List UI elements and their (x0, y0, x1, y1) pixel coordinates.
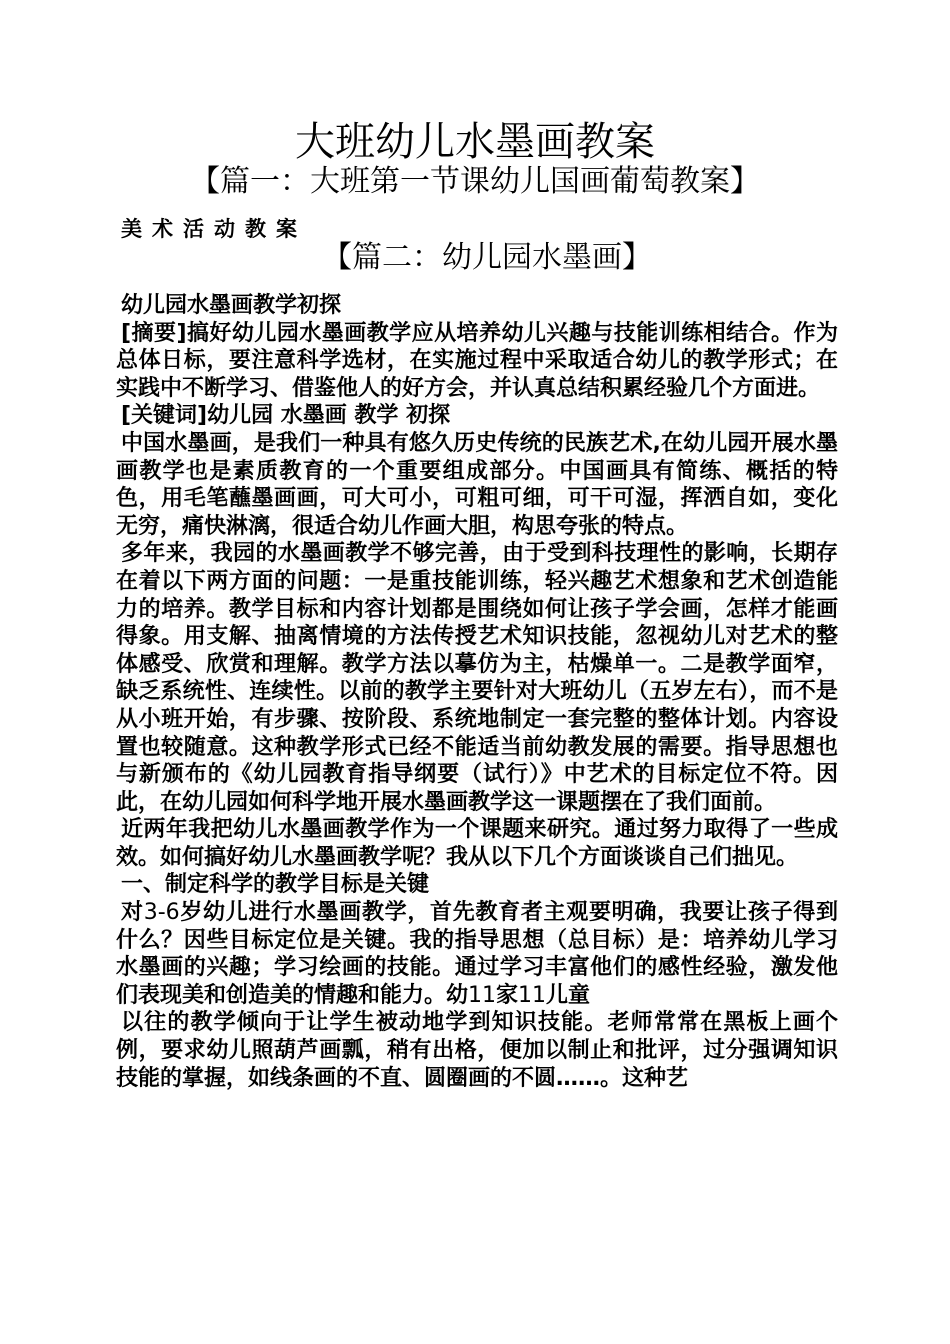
keywords-line: [关键词]幼儿园 水墨画 教学 初探 (121, 403, 451, 429)
number-text: 11 (518, 982, 547, 1008)
section-2-heading: 【篇二：幼儿园水墨画】 (322, 240, 652, 275)
article-body (116, 292, 838, 1092)
goal-paragraph (116, 899, 838, 1009)
section-1-heading: 【篇一：大班第一节课幼儿国画葡萄教案】 (190, 164, 760, 199)
article-title: 幼儿园水墨画教学初探 (121, 293, 342, 318)
age-range: 3-6 (143, 900, 180, 926)
body-paragraph: 中国水墨画，是我们一种具有悠久历史传统的民族艺术,在幼儿园开展水墨画教学也是素质教育的一个重要组成部分。中国画具有简练、概括的特色，用毛笔蘸墨画画，可大可小，可粗可细，可干可湿，挥洒自如，变化无穷，痛快淋漓，很适合幼儿作画大胆，构思夸张的特点。 (116, 430, 838, 539)
section-1-label: 美术活动教案 (121, 217, 307, 241)
goal-text-end: 儿童 (546, 982, 591, 1008)
abstract-paragraph: [摘要]搞好幼儿园水墨画教学应从培养幼儿兴趣与技能训练相结合。作为总体日标，要注意科学选材，在实施过程中采取适合幼儿的教学形式；在实践中不断学习、借鉴他人的好方会，并认真总结积累经验几个方面进。 (116, 320, 838, 401)
goal-text-mid: 家 (496, 982, 519, 1008)
number-text: 11 (468, 982, 497, 1008)
body-paragraph: 以往的教学倾向于让学生被动地学到知识技能。老师常常在黑板上画个例，要求幼儿照葫芦画瓢，稍有出格，便加以制止和批评，过分强调知识技能的掌握，如线条画的不直、圆圈画的不圆……。这种艺 (116, 1010, 838, 1091)
goal-text: 岁幼儿进行水墨画教学，首先教育者主观要明确，我要让孩子得到什么？因些目标定位是关键。我的指导思想（总目标）是：培养幼儿学习水墨画的兴趣；学习绘画的技能。通过学习丰富他们的感性经验，激发他们表现美和创造美的情趣和能力。幼 (116, 900, 838, 1008)
section-heading: 一、制定科学的教学目标是关键 (121, 872, 430, 898)
document-title: 大班幼儿水墨画教案 (295, 119, 655, 165)
body-paragraph: 多年来，我园的水墨画教学不够完善，由于受到科技理性的影响，长期存在着以下两方面的问题：一是重技能训练，轻兴趣艺术想象和艺术创造能力的培养。教学目标和内容计划都是围绕如何让孩子学会画，怎样才能画得象。用支解、抽离情境的方法传授艺术知识技能，忽视幼儿对艺术的整体感受、欣赏和理解。教学方法以摹仿为主，枯燥单一。二是教学面窄，缺乏系统性、连续性。以前的教学主要针对大班幼儿（五岁左右），而不是从小班开始，有步骤、按阶段、系统地制定一套完整的整体计划。内容设置也较随意。这种教学形式已经不能适当前幼教发展的需要。指导思想也与新颁布的《幼儿园教育指导纲要（试行）》中艺术的目标定位不符。因此，在幼儿园如何科学地开展水墨画教学这一课题摆在了我们面前。 (116, 541, 838, 815)
goal-text-start: 对 (121, 900, 144, 926)
body-paragraph: 近两年我把幼儿水墨画教学作为一个课题来研究。通过努力取得了一些成效。如何搞好幼儿水墨画教学呢？我从以下几个方面谈谈自己们拙见。 (116, 817, 838, 870)
